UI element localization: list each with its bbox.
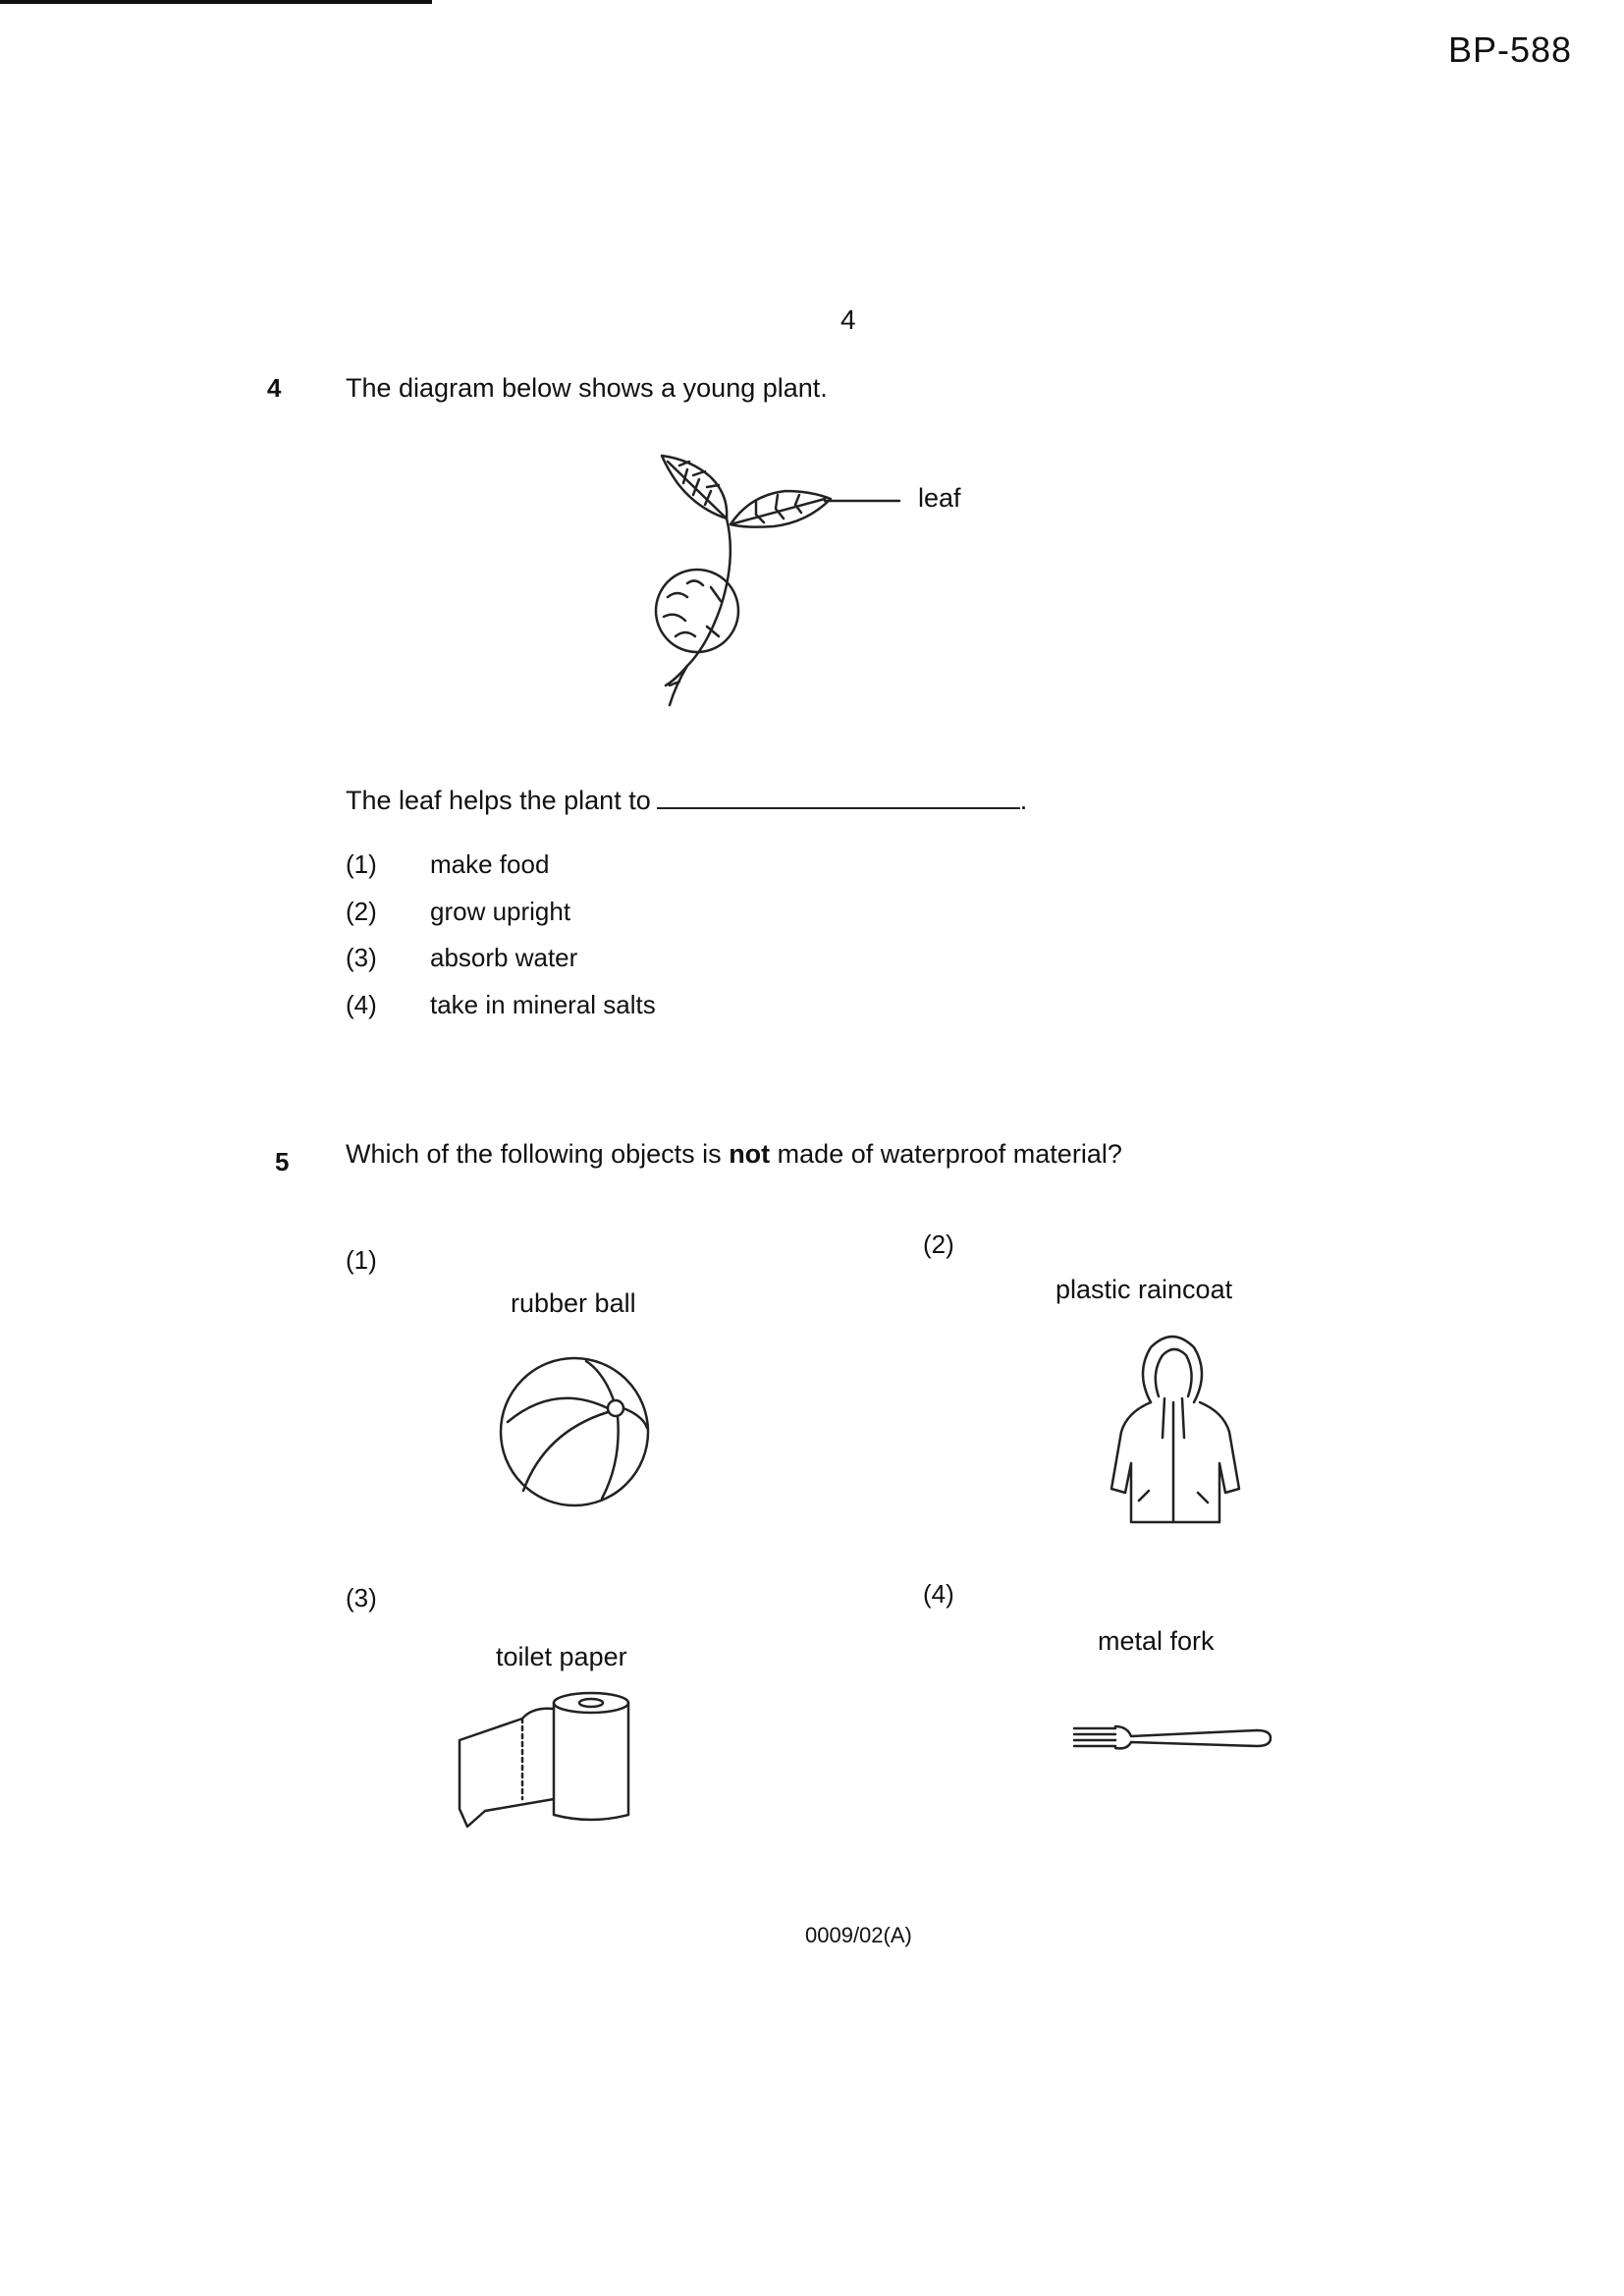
- footer-code: 0009/02(A): [805, 1923, 912, 1947]
- q5-option-3-number: (3): [346, 1583, 377, 1613]
- paper-code: BP-588: [1448, 29, 1573, 70]
- question-4-number: 4: [267, 373, 282, 403]
- top-rule: [0, 0, 432, 4]
- question-5-text: [346, 1139, 1122, 1170]
- q5-option-1-label: rubber ball: [511, 1288, 636, 1318]
- q4-option-1-number: (1): [346, 849, 377, 879]
- question-5-number: 5: [275, 1147, 290, 1176]
- leaf-label: leaf: [918, 483, 961, 513]
- q4-option-3-number: (3): [346, 943, 377, 972]
- q4-option-2-number: (2): [346, 897, 377, 926]
- question-5-text-before: Which of the following objects is: [346, 1139, 730, 1169]
- page-number: 4: [840, 304, 856, 335]
- q5-option-2-label: plastic raincoat: [1056, 1275, 1233, 1304]
- question-5-text-after: made of waterproof material?: [770, 1139, 1122, 1169]
- toilet-paper-icon: [454, 1689, 640, 1827]
- question-4-text: The diagram below shows a young plant.: [346, 373, 828, 403]
- q5-option-1-number: (1): [346, 1245, 377, 1275]
- q4-option-4-number: (4): [346, 990, 377, 1019]
- question-4-stem: [346, 786, 1027, 816]
- q4-option-3-text: absorb water: [430, 943, 578, 972]
- q4-option-4-text: take in mineral salts: [430, 990, 656, 1019]
- rubber-ball-icon: [496, 1353, 653, 1510]
- q5-option-2-number: (2): [923, 1230, 954, 1259]
- question-5-emphasis: not: [729, 1139, 771, 1169]
- stem-end: .: [1019, 786, 1028, 815]
- fork-icon: [1070, 1721, 1276, 1760]
- q5-option-4-label: metal fork: [1098, 1626, 1215, 1656]
- answer-blank: [657, 786, 1020, 809]
- stem-text: The leaf helps the plant to: [346, 786, 651, 815]
- q4-option-1-text: make food: [430, 849, 550, 879]
- q5-option-4-number: (4): [923, 1579, 954, 1609]
- q5-option-3-label: toilet paper: [496, 1642, 627, 1671]
- q4-option-2-text: grow upright: [430, 897, 571, 926]
- raincoat-icon: [1100, 1334, 1247, 1530]
